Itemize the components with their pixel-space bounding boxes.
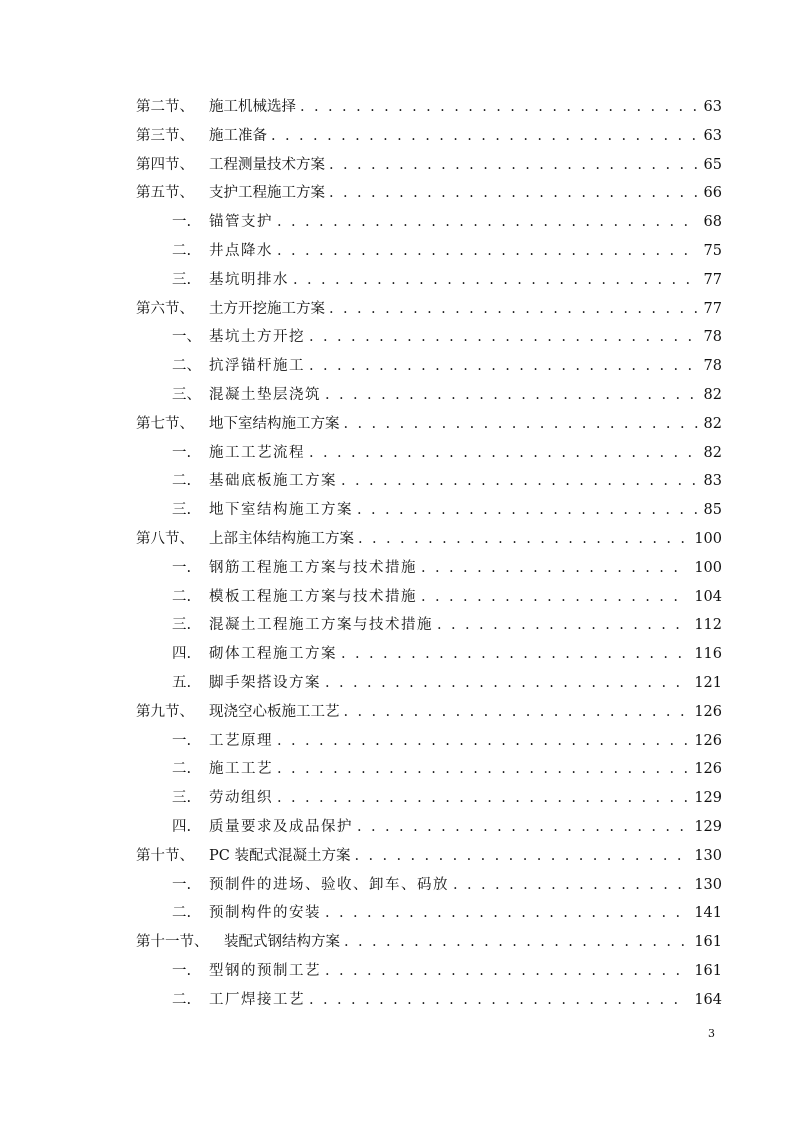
toc-leader-dots [309,986,688,1015]
toc-entry[interactable] [136,237,722,266]
toc-entry[interactable] [136,871,722,900]
toc-entry-title: 模板工程施工方案与技术措施 [209,588,417,605]
toc-entry-title: 施工机械选择 [209,99,296,115]
toc-entry-title: 地下室结构施工方案 [209,502,353,519]
toc-entry-number: 第五节、 [136,185,194,202]
toc-entry-page: 82 [703,444,722,461]
toc-leader-dots [329,179,698,208]
toc-entry-number: 四. [172,818,192,835]
toc-leader-dots [358,525,688,554]
toc-entry-number: 一、 [172,329,201,346]
toc-leader-dots [277,237,698,266]
toc-entry[interactable] [136,899,722,928]
toc-entry[interactable] [136,698,722,727]
toc-entry-page: 82 [703,386,722,403]
toc-entry-title: 工厂焊接工艺 [209,991,305,1008]
toc-leader-dots [344,410,698,439]
toc-entry-title: 钢筋工程施工方案与技术措施 [209,559,417,576]
table-of-contents [136,93,722,1015]
toc-leader-dots [325,381,698,410]
toc-entry-title: 支护工程施工方案 [209,185,325,202]
toc-entry-number: 一. [172,559,192,576]
toc-entry-page: 126 [694,761,722,778]
toc-entry-number: 四. [172,646,192,663]
toc-entry-number: 一. [172,876,192,893]
toc-entry[interactable] [136,669,722,698]
toc-entry[interactable] [136,784,722,813]
toc-entry-title: 型钢的预制工艺 [209,962,321,979]
toc-leader-dots [329,151,698,180]
toc-leader-dots [293,266,698,295]
toc-entry-title: 装配式钢结构方案 [224,934,340,951]
toc-entry[interactable] [136,496,722,525]
toc-entry-page: 116 [694,646,722,663]
toc-leader-dots [357,496,698,525]
toc-entry-number: 第八节、 [136,530,194,547]
toc-entry[interactable] [136,611,722,640]
toc-entry-title: 脚手架搭设方案 [209,674,321,691]
toc-entry[interactable] [136,467,722,496]
toc-entry-title: 地下室结构施工方案 [209,415,340,432]
toc-leader-dots [344,928,688,957]
toc-entry-title: 锚管支护 [209,214,273,231]
toc-entry-title: 上部主体结构施工方案 [209,530,354,547]
toc-entry-number: 第七节、 [136,415,194,432]
toc-entry-page: 112 [694,617,722,634]
toc-entry-number: 第三节、 [136,127,194,144]
toc-entry-page: 129 [694,790,722,807]
toc-entry-page: 63 [703,127,722,144]
toc-entry-page: 141 [694,905,722,922]
toc-leader-dots [453,871,688,900]
toc-entry-title: 预制构件的安装 [209,905,321,922]
toc-entry-number: 二. [172,473,192,490]
toc-leader-dots [325,669,688,698]
toc-entry-title: 施工工艺流程 [209,444,305,461]
toc-leader-dots [277,727,688,756]
toc-leader-dots [344,698,689,727]
toc-entry[interactable] [136,957,722,986]
toc-entry-title: 土方开挖施工方案 [209,300,325,317]
toc-entry-page: 126 [694,703,722,720]
toc-entry-page: 78 [703,329,722,346]
toc-entry-page: 75 [703,242,722,259]
toc-entry[interactable] [136,640,722,669]
toc-entry-title: 混凝土垫层浇筑 [209,386,321,403]
toc-entry-page: 83 [703,473,722,490]
toc-leader-dots [357,813,688,842]
toc-entry-page: 100 [694,530,722,547]
toc-entry-title: 基坑明排水 [209,271,289,288]
toc-entry-number: 一. [172,732,192,749]
toc-entry-number: 一. [172,214,192,231]
toc-entry-title: 基础底板施工方案 [209,473,337,490]
toc-entry-number: 三、 [172,386,201,403]
toc-entry[interactable] [136,381,722,410]
toc-entry-number: 五. [172,674,192,691]
toc-entry[interactable] [136,266,722,295]
toc-entry-title: 工程测量技术方案 [209,156,325,173]
toc-entry[interactable] [136,525,722,554]
toc-entry[interactable] [136,323,722,352]
toc-entry-number: 二. [172,242,192,259]
toc-entry-page: 161 [694,934,722,951]
toc-entry-number: 一. [172,444,192,461]
toc-entry[interactable] [136,122,722,151]
toc-entry[interactable] [136,583,722,612]
toc-entry[interactable] [136,727,722,756]
toc-entry-page: 130 [694,847,722,864]
toc-entry[interactable] [136,755,722,784]
toc-entry-title: 施工准备 [209,127,267,144]
toc-entry-number: 三. [172,502,192,519]
toc-entry-page: 121 [694,674,722,691]
toc-entry-page: 68 [703,214,722,231]
toc-entry-title: 施工工艺 [209,761,273,778]
toc-leader-dots [437,611,688,640]
toc-entry-number: 二. [172,991,192,1008]
toc-entry-page: 164 [694,991,722,1008]
toc-entry-number: 三. [172,271,192,288]
toc-entry-title: 混凝土工程施工方案与技术措施 [209,617,433,634]
toc-entry[interactable] [136,93,722,122]
toc-entry-title: 砌体工程施工方案 [209,646,337,663]
toc-entry-number: 第十节、 [136,847,194,864]
toc-entry-number: 第二节、 [136,99,194,115]
toc-entry[interactable] [136,410,722,439]
toc-entry-number: 三. [172,790,192,807]
toc-entry-page: 66 [703,185,722,202]
toc-entry-page: 85 [703,502,722,519]
toc-entry-page: 161 [694,962,722,979]
toc-entry-page: 77 [703,300,722,317]
toc-leader-dots [341,467,698,496]
toc-entry-title: 预制件的进场、验收、卸车、码放 [209,876,449,893]
toc-entry-title: 质量要求及成品保护 [209,818,353,835]
toc-entry[interactable] [136,554,722,583]
toc-entry-number: 第九节、 [136,703,194,720]
toc-leader-dots [277,755,688,784]
toc-entry[interactable] [136,295,722,324]
toc-leader-dots [421,583,688,612]
toc-entry[interactable] [136,928,722,957]
toc-entry-page: 104 [694,588,722,605]
toc-entry[interactable] [136,986,722,1015]
toc-entry-page: 78 [703,358,722,375]
toc-entry-page: 129 [694,818,722,835]
toc-entry[interactable] [136,842,722,871]
toc-leader-dots [277,784,688,813]
toc-entry-page: 126 [694,732,722,749]
toc-entry-page: 63 [703,99,722,115]
toc-leader-dots [421,554,688,583]
toc-leader-dots [300,93,698,122]
toc-entry[interactable] [136,439,722,468]
toc-entry-title: PC 装配式混凝土方案 [209,847,351,864]
toc-entry-title: 井点降水 [209,242,273,259]
toc-entry-page: 77 [703,271,722,288]
toc-entry[interactable] [136,813,722,842]
toc-entry-number: 二. [172,761,192,778]
toc-entry-page: 82 [703,415,722,432]
toc-leader-dots [309,439,698,468]
toc-entry-page: 130 [694,876,722,893]
toc-entry[interactable] [136,208,722,237]
toc-entry-page: 100 [694,559,722,576]
toc-entry-number: 二. [172,588,192,605]
toc-entry[interactable] [136,179,722,208]
toc-leader-dots [309,352,698,381]
toc-entry-number: 第六节、 [136,300,194,317]
toc-entry-title: 现浇空心板施工工艺 [209,703,340,720]
toc-leader-dots [354,842,688,871]
toc-entry-page: 65 [703,156,722,173]
toc-entry-title: 工艺原理 [209,732,273,749]
toc-entry-number: 二、 [172,358,201,375]
toc-entry[interactable] [136,151,722,180]
toc-leader-dots [325,957,688,986]
toc-leader-dots [309,323,698,352]
toc-entry-title: 劳动组织 [209,790,273,807]
toc-entry[interactable] [136,352,722,381]
toc-entry-title: 基坑土方开挖 [209,329,305,346]
toc-leader-dots [329,295,698,324]
toc-entry-number: 第十一节、 [136,934,209,951]
toc-leader-dots [325,899,688,928]
toc-leader-dots [341,640,688,669]
toc-leader-dots [277,208,698,237]
page-number: 3 [708,1027,715,1040]
toc-entry-number: 三. [172,617,192,634]
toc-entry-number: 二. [172,905,192,922]
toc-entry-title: 抗浮锚杆施工 [209,358,305,375]
toc-entry-number: 第四节、 [136,156,194,173]
toc-leader-dots [271,122,698,151]
toc-entry-number: 一. [172,962,192,979]
